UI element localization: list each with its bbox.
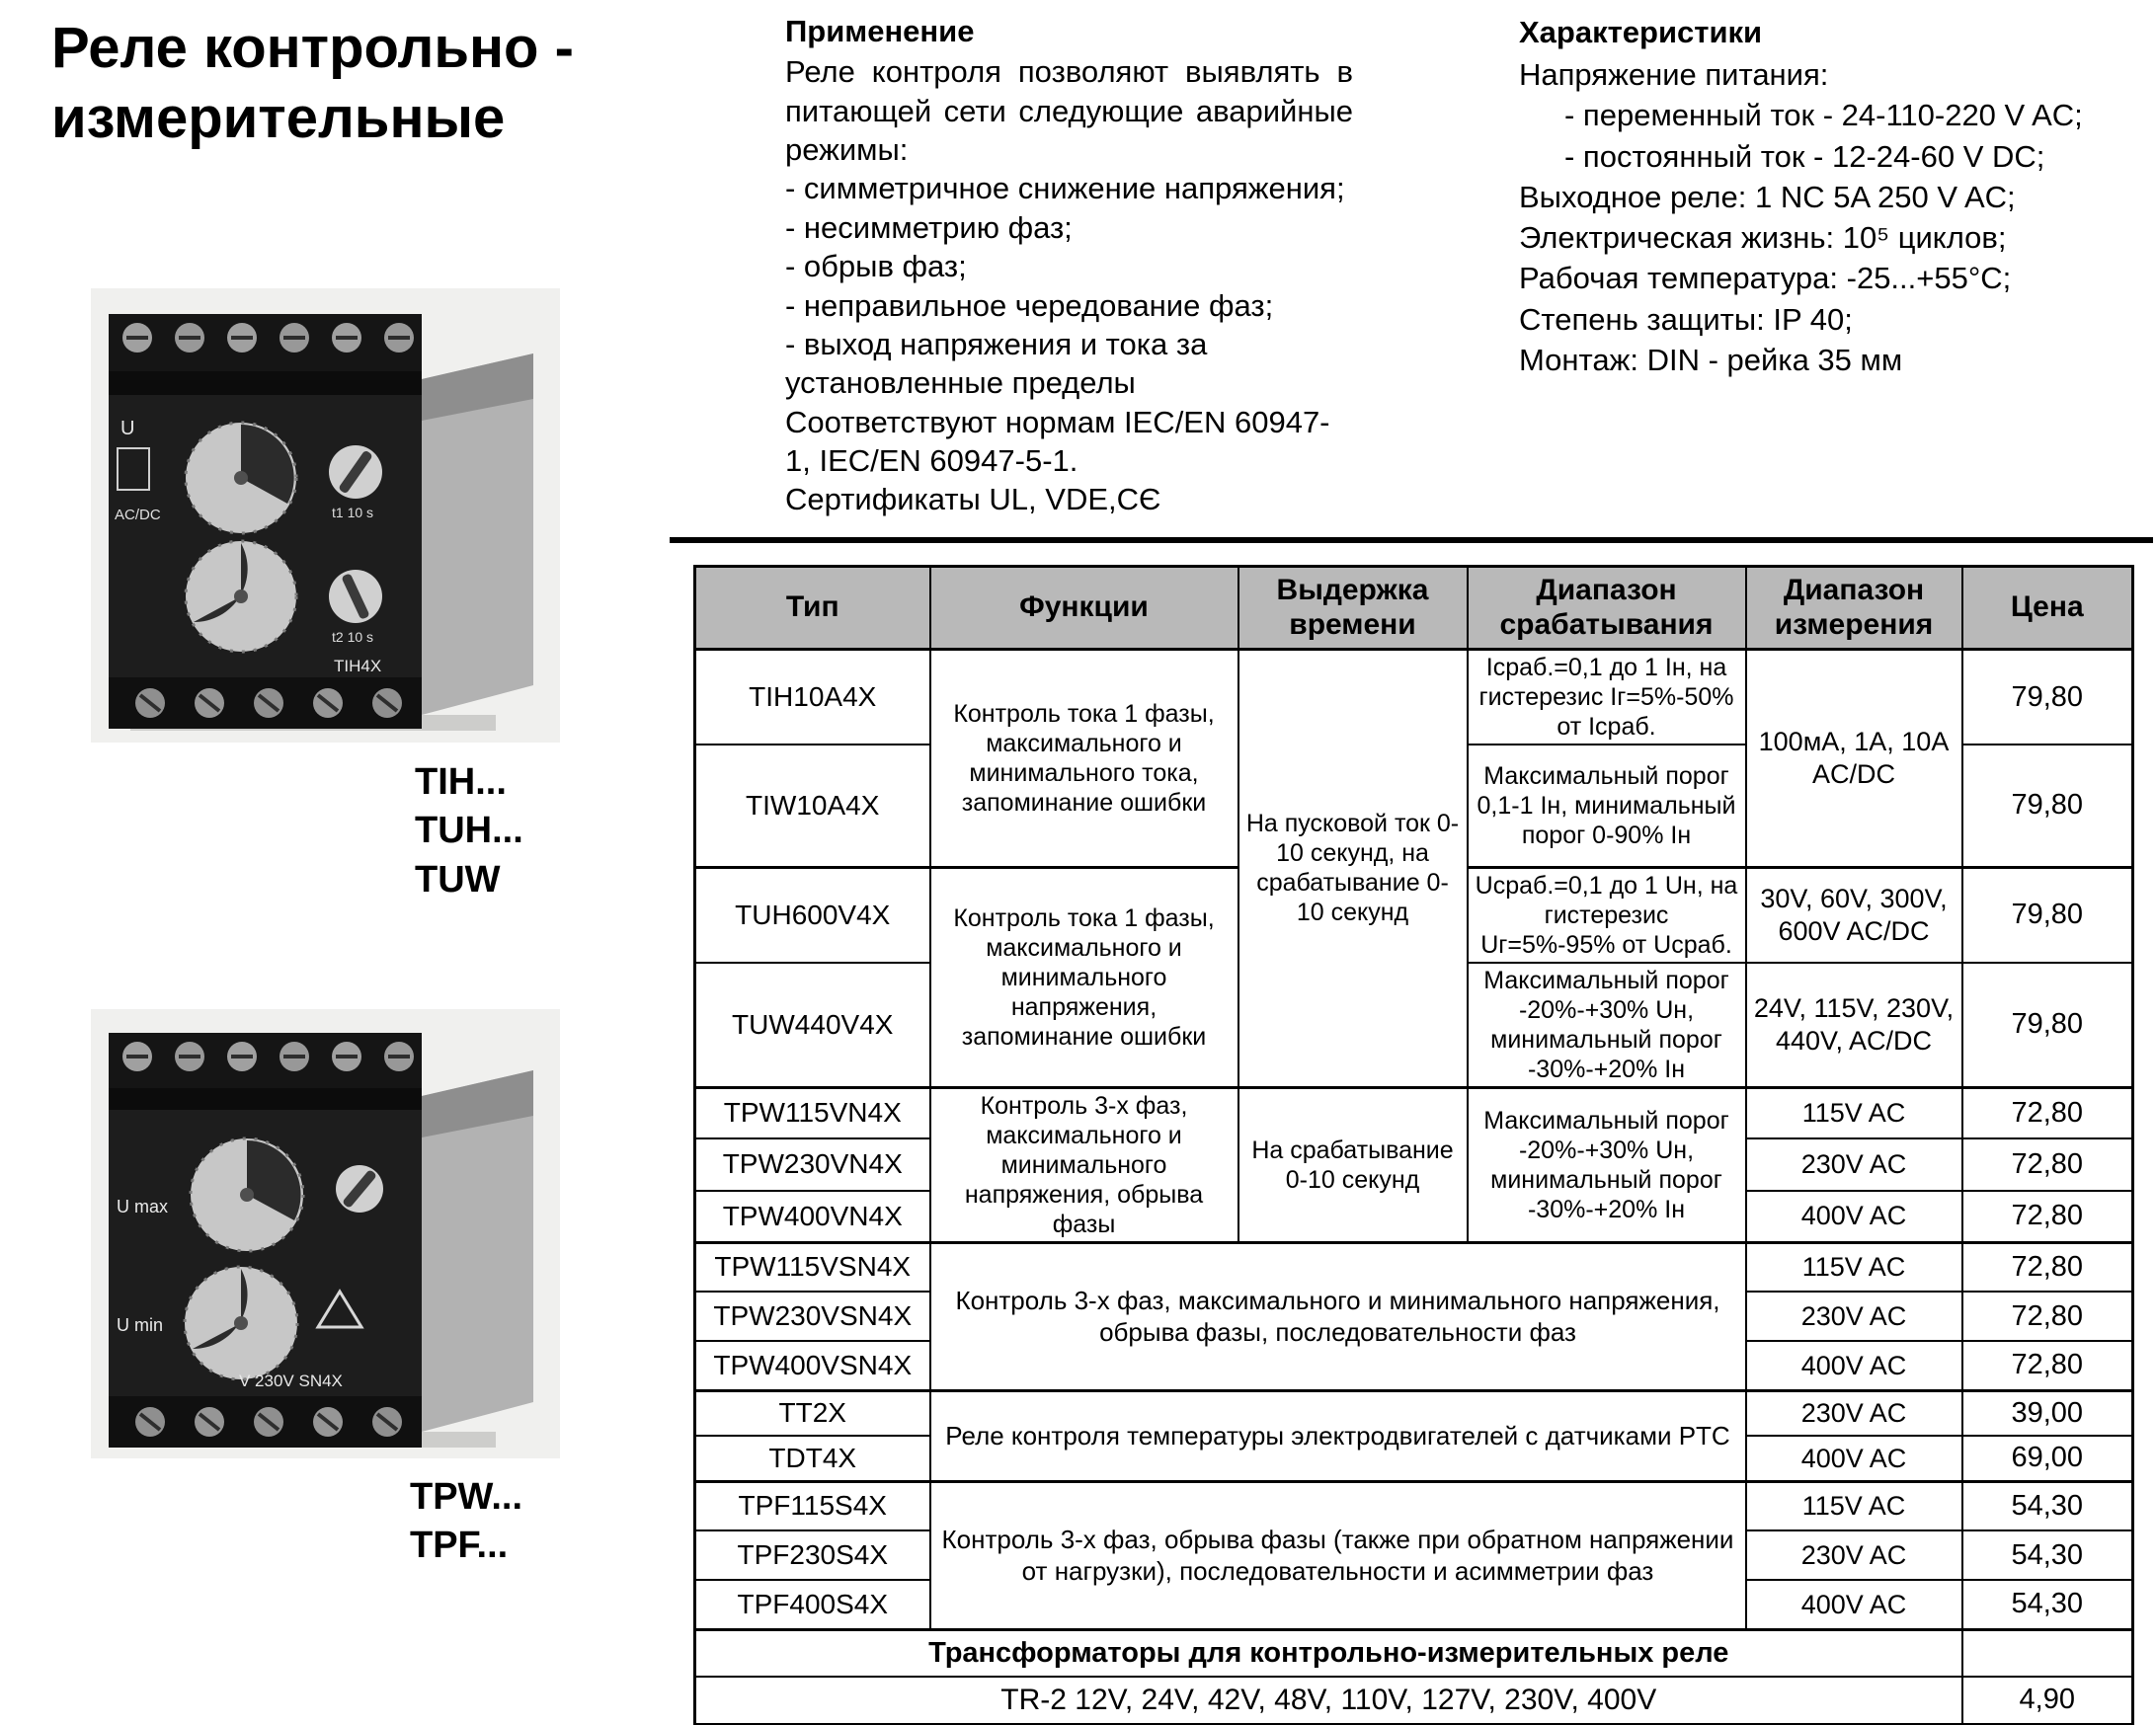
relay-photo-1 — [91, 288, 560, 747]
cell-delay: На срабатывание 0-10 секунд — [1238, 1087, 1468, 1242]
cell-model: TPW400VN4X — [695, 1191, 930, 1242]
dial-caption-1: t1 10 s — [332, 505, 374, 520]
cell-trip-range: Iсраб.=0,1 до 1 Iн, на гистерезис Iг=5%-50% от Iсраб. — [1468, 650, 1746, 745]
cell-price: 79,80 — [1962, 963, 2133, 1088]
cell-model: TPW230VN4X — [695, 1138, 930, 1190]
cell-functions-wide: Контроль 3-х фаз, обрыва фазы (также при обратном напряжении от нагрузки), последовательности и асимметрии фаз — [930, 1481, 1746, 1629]
cell-price: 72,80 — [1962, 1138, 2133, 1190]
cell-trip-range: Uсраб.=0,1 до 1 Uн, на гистерезис Uг=5%-95% от Uсраб. — [1468, 867, 1746, 963]
cell-measure-range: 115V AC — [1746, 1087, 1962, 1138]
cell-measure-range: 230V AC — [1746, 1390, 1962, 1436]
characteristic-line-protection: Степень защиты: IP 40; — [1519, 301, 1853, 337]
transformer-model: TR-2 12V, 24V, 42V, 48V, 110V, 127V, 230V, 400V — [695, 1677, 1962, 1724]
relay-caption-2 — [410, 1473, 522, 1571]
header-functions: Функции — [930, 567, 1238, 650]
characteristic-line-supply-ac: - переменный ток - 24-110-220 V AC; — [1564, 98, 2083, 133]
application-item: - неправильное чередование фаз; — [785, 287, 1274, 323]
cell-price: 4,90 — [1962, 1677, 2133, 1724]
terminal-block-top-edge — [109, 1088, 422, 1110]
application-item: - обрыв фаз; — [785, 249, 967, 284]
cell-measure-range: 115V AC — [1746, 1242, 1962, 1292]
small-knob-2 — [329, 570, 382, 623]
cell-model: TT2X — [695, 1390, 930, 1436]
caption-line: TIH... — [415, 761, 507, 803]
dial-knob-1 — [186, 423, 296, 533]
caption-line: TUH... — [415, 810, 523, 852]
cell-model: TPW400VSN4X — [695, 1341, 930, 1390]
cell-price: 79,80 — [1962, 867, 2133, 963]
dial-knob-1 — [191, 1138, 303, 1251]
products-table — [693, 565, 2134, 1725]
header-measure-range: Диапазон измерения — [1746, 567, 1962, 650]
characteristic-line-supply: Напряжение питания: — [1519, 57, 1829, 93]
cell-model: TPF115S4X — [695, 1481, 930, 1530]
cell-measure-range: 400V AC — [1746, 1436, 1962, 1481]
device-marking-umin: U min — [117, 1315, 164, 1335]
characteristic-line-supply-dc: - постоянный ток - 12-24-60 V DC; — [1564, 138, 2045, 174]
cell-model: TUH600V4X — [695, 867, 930, 963]
caption-line: TPW... — [410, 1476, 522, 1518]
device-marking-u: U — [120, 418, 135, 439]
characteristics-heading: Характеристики — [1519, 15, 1763, 49]
cell-delay: На пусковой ток 0-10 секунд, на срабатывание 0-10 секунд — [1238, 650, 1468, 1088]
cell-measure-range: 115V AC — [1746, 1481, 1962, 1530]
cell-model: TIW10A4X — [695, 745, 930, 867]
cell-model: TPW115VSN4X — [695, 1242, 930, 1292]
cell-price: 72,80 — [1962, 1341, 2133, 1390]
characteristics-section — [1519, 12, 2136, 380]
cell-measure-range: 100мА, 1А, 10А AC/DC — [1746, 650, 1962, 868]
device2-model-label: V 230V SN4X — [239, 1372, 343, 1390]
small-knob-1 — [329, 445, 382, 499]
application-certificates: Сертификаты UL, VDE,CЄ — [785, 482, 1161, 517]
dial-caption-2: t2 10 s — [332, 629, 374, 645]
cell-price: 72,80 — [1962, 1242, 2133, 1292]
terminal-block-top-edge — [109, 371, 422, 395]
relay-caption-1 — [415, 758, 523, 904]
cell-price: 72,80 — [1962, 1292, 2133, 1341]
application-item: - симметричное снижение напряжения; — [785, 171, 1345, 206]
caption-line: TPF... — [410, 1525, 509, 1567]
header-price: Цена — [1962, 567, 2133, 650]
application-standards: Соответствуют нормам IEC/EN 60947-1, IEC/EN 60947-5-1. — [785, 404, 1330, 478]
cell-price: 79,80 — [1962, 650, 2133, 745]
table-header-row — [695, 567, 2133, 650]
cell-price: 54,30 — [1962, 1481, 2133, 1530]
cell-price: 79,80 — [1962, 745, 2133, 867]
cell-price: 72,80 — [1962, 1191, 2133, 1242]
small-knob-1 — [336, 1165, 383, 1213]
cell-model: TDT4X — [695, 1436, 930, 1481]
cell-functions-wide: Контроль 3-х фаз, максимального и минимального напряжения, обрыва фазы, последовательности фаз — [930, 1242, 1746, 1390]
cell-functions: Контроль тока 1 фазы, максимального и минимального тока, запоминание ошибки — [930, 650, 1238, 868]
cell-measure-range: 30V, 60V, 300V, 600V AC/DC — [1746, 867, 1962, 963]
cell-price: 39,00 — [1962, 1390, 2133, 1436]
cell-model: TPF400S4X — [695, 1580, 930, 1629]
relay-device-1-image — [91, 288, 560, 743]
page-title-line2: измерительные — [51, 85, 506, 150]
cell-trip-range: Максимальный порог -20%-+30% Uн, минимальный порог -30%-+20% Iн — [1468, 963, 1746, 1088]
cell-functions: Контроль тока 1 фазы, максимального и минимального напряжения, запоминание ошибки — [930, 867, 1238, 1087]
cell-price-empty — [1962, 1629, 2133, 1677]
cell-model: TPW230VSN4X — [695, 1292, 930, 1341]
caption-line: TUW — [415, 858, 501, 901]
application-intro: Реле контроля позволяют выявлять в питающей сети следующие аварийные режимы: — [785, 54, 1353, 168]
transformers-title: Трансформаторы для контрольно-измерительных реле — [695, 1629, 1962, 1677]
transformers-model-row — [695, 1677, 2133, 1724]
device-marking-acdc: AC/DC — [115, 507, 161, 523]
relay-device-2-image — [91, 1009, 560, 1458]
application-item: - несимметрию фаз; — [785, 209, 1073, 245]
cell-model: TPW115VN4X — [695, 1087, 930, 1138]
row-tih10a4x — [695, 650, 2133, 745]
cell-price: 54,30 — [1962, 1530, 2133, 1580]
page-title-line1: Реле контрольно - — [51, 16, 574, 80]
device1-model-label: TIH4X — [334, 657, 382, 675]
transformers-title-row — [695, 1629, 2133, 1677]
cell-functions: Контроль 3-х фаз, максимального и минимального напряжения, обрыва фазы — [930, 1087, 1238, 1242]
cell-price: 69,00 — [1962, 1436, 2133, 1481]
row-tpf115s4x — [695, 1481, 2133, 1530]
characteristic-line-output-relay: Выходное реле: 1 NC 5A 250 V AC; — [1519, 179, 2016, 214]
characteristic-line-electrical-life: Электрическая жизнь: 10⁵ циклов; — [1519, 220, 2007, 256]
cell-measure-range: 230V AC — [1746, 1530, 1962, 1580]
divider-rule — [670, 537, 2153, 543]
cell-measure-range: 400V AC — [1746, 1341, 1962, 1390]
cell-measure-range: 230V AC — [1746, 1292, 1962, 1341]
cell-trip-range: Максимальный порог -20%-+30% Uн, минимальный порог -30%-+20% Iн — [1468, 1087, 1746, 1242]
page-title — [51, 14, 574, 154]
row-tt2x — [695, 1390, 2133, 1436]
relay-photo-2 — [91, 1009, 560, 1463]
cell-measure-range: 400V AC — [1746, 1580, 1962, 1629]
cell-measure-range: 230V AC — [1746, 1138, 1962, 1190]
row-tpw115vn4x — [695, 1087, 2133, 1138]
device-marking-umax: U max — [117, 1197, 169, 1216]
cell-model: TUW440V4X — [695, 963, 930, 1088]
header-delay: Выдержка времени — [1238, 567, 1468, 650]
cell-measure-range: 400V AC — [1746, 1191, 1962, 1242]
characteristic-line-mounting: Монтаж: DIN - рейка 35 мм — [1519, 342, 1903, 377]
cell-price: 54,30 — [1962, 1580, 2133, 1629]
application-item: - выход напряжения и тока за установленные пределы — [785, 326, 1208, 401]
row-tpw115vsn4x — [695, 1242, 2133, 1292]
header-trip-range: Диапазон срабатывания — [1468, 567, 1746, 650]
application-heading: Применение — [785, 14, 975, 48]
cell-functions-wide: Реле контроля температуры электродвигателей с датчиками PTC — [930, 1390, 1746, 1481]
application-section — [785, 12, 1353, 519]
dial-knob-2 — [185, 1267, 297, 1379]
cell-model: TPF230S4X — [695, 1530, 930, 1580]
dial-knob-2 — [186, 541, 296, 652]
cell-measure-range: 24V, 115V, 230V, 440V, AC/DC — [1746, 963, 1962, 1088]
header-type: Тип — [695, 567, 930, 650]
cell-trip-range: Максимальный порог 0,1-1 Iн, минимальный порог 0-90% Iн — [1468, 745, 1746, 867]
cell-price: 72,80 — [1962, 1087, 2133, 1138]
characteristic-line-operating-temperature: Рабочая температура: -25...+55°С; — [1519, 261, 2012, 296]
cell-model: TIH10A4X — [695, 650, 930, 745]
